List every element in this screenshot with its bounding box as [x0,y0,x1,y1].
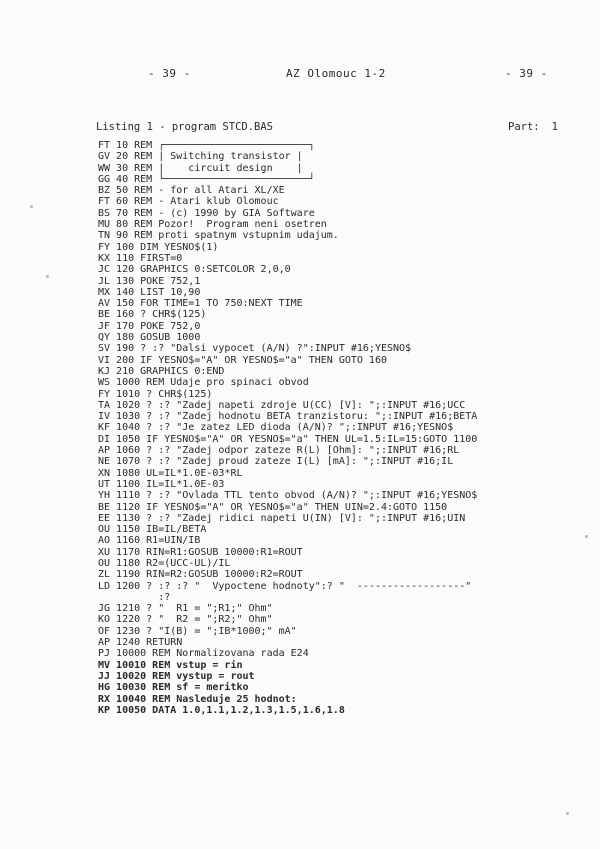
code-line: NE 1070 ? :? "Zadej proud zateze I(L) [mA]: ";:INPUT #16;IL [98,456,454,468]
code-line: OF 1230 ? "I(B) = ";IB*1000;" mA" [98,625,297,637]
code-line: BE 160 ? CHR$(125) [98,309,207,321]
code-line: AV 150 FOR TIME=1 TO 750:NEXT TIME [98,298,303,310]
code-line: FT 10 REM ┌────────────────────────┐ [98,140,315,151]
code-line: GV 20 REM | Switching transistor | [98,151,303,163]
code-line: PJ 10000 REM Normalizovana rada E24 [98,648,309,660]
code-line: BZ 50 REM - for all Atari XL/XE [98,185,285,197]
code-line: VI 200 IF YESNO$="A" OR YESNO$="a" THEN GOTO 160 [98,354,387,366]
page-number-right: - 39 - [505,67,548,80]
code-line: MU 80 REM Pozor! Program neni osetren [98,219,327,231]
scan-speck [585,535,588,538]
code-line: FY 100 DIM YESNO$(1) [98,241,219,253]
code-line: RX 10040 REM Nasleduje 25 hodnot: [98,693,297,705]
code-line: QY 180 GOSUB 1000 [98,332,201,344]
code-line: BE 1120 IF YESNO$="A" OR YESNO$="a" THEN UIN=2.4:GOTO 1150 [98,501,448,513]
code-line: JL 130 POKE 752,1 [98,275,201,287]
code-line: SV 190 ? :? "Dalsi vypocet (A/N) ?":INPUT #16;YESNO$ [98,343,412,355]
code-line: KO 1220 ? " R2 = ";R2;" Ohm" [98,614,273,626]
code-line: XN 1080 UL=IL*1.0E-03*RL [98,467,243,479]
code-line: MV 10010 REM vstup = rin [98,659,243,671]
code-line: FY 1010 ? CHR$(125) [98,388,213,400]
code-line: WS 1000 REM Udaje pro spinaci obvod [98,377,309,389]
code-line: YH 1110 ? :? "Ovlada TTL tento obvod (A/N)? ";:INPUT #16;YESNO$ [98,490,478,502]
code-line: :? [98,591,171,603]
code-line: JG 1210 ? " R1 = ";R1;" Ohm" [98,603,273,615]
page-number-left: - 39 - [148,67,191,80]
code-line: OU 1150 IB=IL/BETA [98,524,207,536]
code-line: KX 110 FIRST=0 [98,252,183,264]
listing-title: Listing 1 - program STCD.BAS [96,121,274,133]
code-line: GG 40 REM └────────────────────────┘ [98,173,315,185]
code-line: JC 120 GRAPHICS 0:SETCOLOR 2,0,0 [98,264,291,276]
scan-speck [46,275,49,278]
code-line: FT 60 REM - Atari klub Olomouc [98,196,279,208]
code-line: KJ 210 GRAPHICS 0:END [98,365,225,377]
part-number: 1 [551,121,558,133]
code-line: JJ 10020 REM vystup = rout [98,670,255,682]
scan-speck [30,205,33,208]
code-line: OU 1180 R2=(UCC-UL)/IL [98,557,231,569]
code-line: AP 1240 RETURN [98,637,183,649]
scan-speck [566,812,569,815]
code-line: MX 140 LIST 10,90 [98,286,201,298]
code-line: XU 1170 RIN=R1:GOSUB 10000:R1=ROUT [98,546,303,558]
code-line: AO 1160 R1=UIN/IB [98,535,201,547]
code-line: EE 1130 ? :? "Zadej ridici napeti U(IN) [V]: ";:INPUT #16;UIN [98,512,466,524]
code-line: KF 1040 ? :? "Je zatez LED dioda (A/N)? ";:INPUT #16;YESNO$ [98,422,454,434]
code-line: UT 1100 IL=IL*1.0E-03 [98,478,225,490]
code-line: AP 1060 ? :? "Zadej odpor zateze R(L) [Ohm]: ";:INPUT #16;RL [98,445,460,457]
code-line: TN 90 REM proti spatnym vstupnim udajum. [98,230,339,242]
code-line: DI 1050 IF YESNO$="A" OR YESNO$="a" THEN UL=1.5:IL=15:GOTO 1100 [98,433,478,445]
code-line: WW 30 REM | circuit design | [98,162,303,174]
code-line: BS 70 REM - (c) 1990 by GIA Software [98,207,315,219]
code-line: TA 1020 ? :? "Zadej napeti zdroje U(CC) [V]: ";:INPUT #16;UCC [98,399,466,411]
code-line: LD 1200 ? :? :? " Vypoctene hodnoty":? " ------------------" [98,580,472,592]
publication-title: AZ Olomouc 1-2 [286,67,386,80]
code-line: JF 170 POKE 752,0 [98,320,201,332]
code-line: HG 10030 REM sf = meritko [98,682,249,694]
part-indicator [508,121,558,133]
code-listing [98,140,477,716]
code-line: KP 10050 DATA 1.0,1.1,1.2,1.3,1.5,1.6,1.8 [98,704,345,716]
code-line: ZL 1190 RIN=R2:GOSUB 10000:R2=ROUT [98,569,303,581]
part-label: Part: [508,121,540,133]
code-line: IV 1030 ? :? "Zadej hodnotu BETA tranzistoru: ";:INPUT #16;BETA [98,411,478,423]
